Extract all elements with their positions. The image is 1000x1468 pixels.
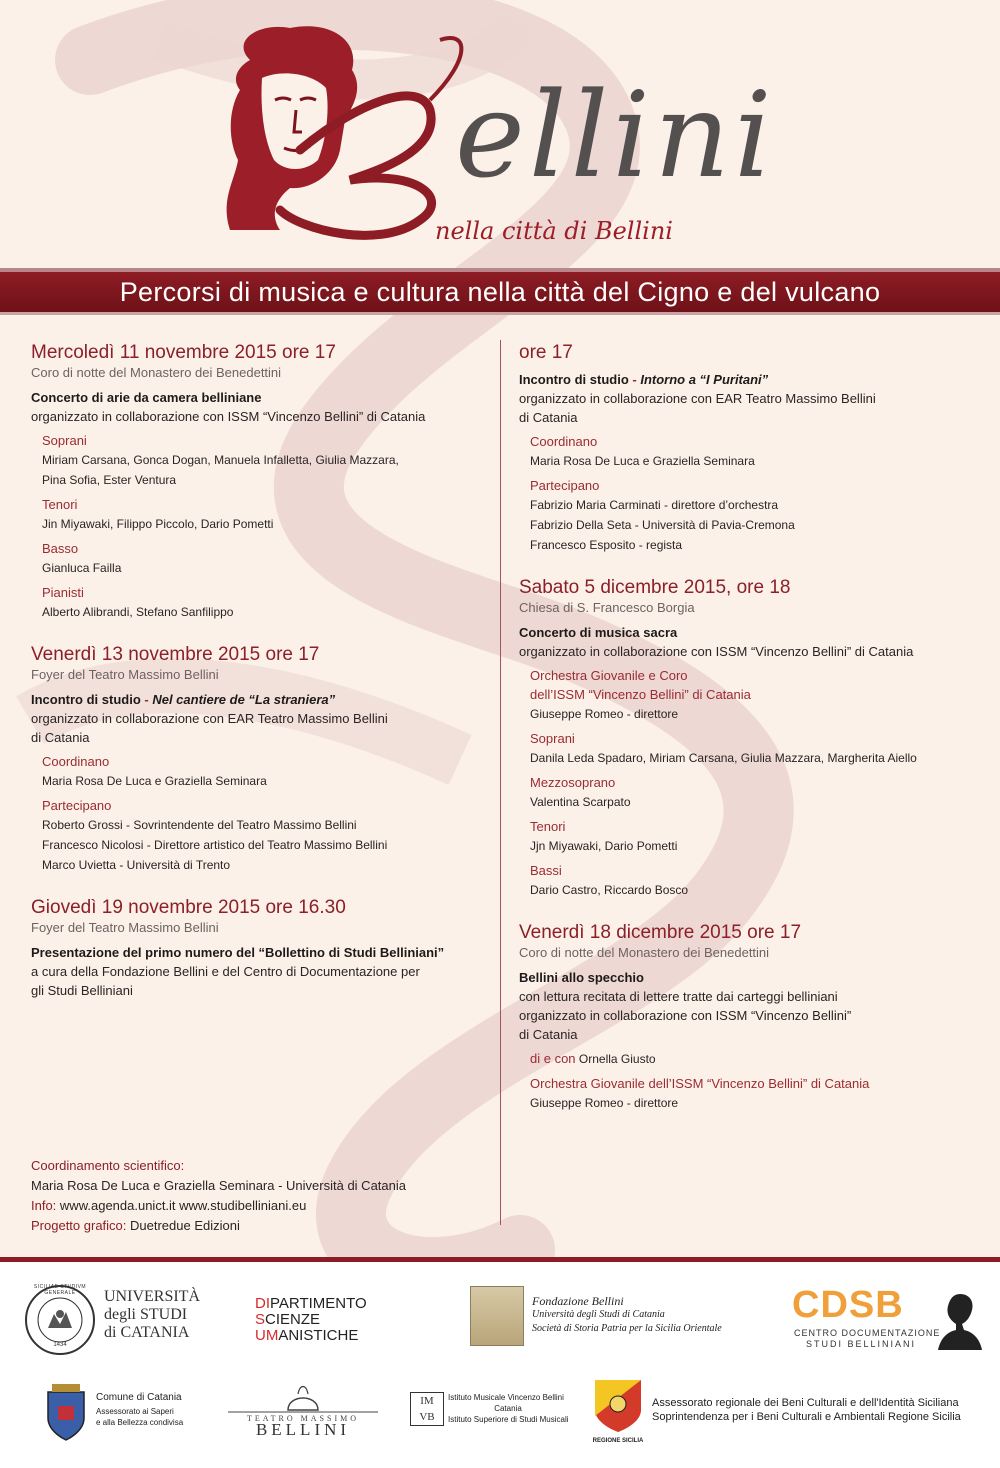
fondazione-line-3: Società di Storia Patria per la Sicilia Orientale: [532, 1323, 722, 1334]
event-venue: Coro di notte del Monastero dei Benedettini: [31, 365, 282, 380]
event-organizer: gli Studi Belliniani: [31, 983, 133, 998]
role-line: [530, 1049, 989, 1069]
role-label: Bassi: [530, 863, 562, 878]
disum-line-3-text: UMANISTICHE: [255, 1327, 359, 1344]
event-title-topic: Intorno a “I Puritani”: [640, 372, 769, 387]
role-names: Fabrizio Della Seta - Università di Pavia-Cremona: [530, 518, 795, 532]
event-title-topic: Nel cantiere de “La straniera”: [152, 692, 336, 707]
event-title: Bellini allo specchio: [519, 970, 644, 985]
event-organizer: organizzato in collaborazione con ISSM “Vincenzo Bellini”: [519, 1008, 852, 1023]
role-names: Francesco Esposito - regista: [530, 538, 683, 552]
info-label: Info:: [31, 1198, 57, 1213]
event-date: Giovedì 19 novembre 2015 ore 16.30: [31, 897, 346, 918]
disum-line-2: [255, 1312, 395, 1328]
role-names: Maria Rosa De Luca e Graziella Seminara: [530, 454, 755, 468]
event-organizer: organizzato in collaborazione con ISSM “Vincenzo Bellini” di Catania: [31, 409, 426, 424]
role-names: Jjn Miyawaki, Dario Pometti: [530, 839, 678, 853]
event-title: Concerto di musica sacra: [519, 625, 678, 640]
event-organizer: organizzato in collaborazione con EAR Teatro Massimo Bellini: [31, 711, 388, 726]
event-13-nov: [31, 644, 491, 875]
role-label: Basso: [42, 541, 79, 556]
event-19-nov: [31, 897, 491, 1000]
role-group: [530, 773, 989, 812]
regione-label: REGIONE SICILIA: [592, 1438, 644, 1444]
comune-line-2: Assessorato ai Saperi: [96, 1407, 174, 1416]
role-names: Danila Leda Spadaro, Miriam Carsana, Giulia Mazzara, Margherita Aiello: [530, 751, 917, 765]
role-names: Valentina Scarpato: [530, 795, 631, 809]
fondazione-line-2: Università degli Studi di Catania: [532, 1309, 665, 1320]
unict-logo: [24, 1284, 204, 1356]
role-label: Soprani: [530, 731, 575, 746]
event-title: [31, 690, 491, 709]
credits: [31, 1156, 491, 1236]
role-names: Gianluca Failla: [42, 561, 122, 575]
disum-line-1: [255, 1296, 395, 1312]
role-names: Alberto Alibrandi, Stefano Sanfilippo: [42, 605, 234, 619]
role-group: [530, 432, 989, 471]
cdsb-line-2: STUDI BELLINIANI: [806, 1339, 917, 1349]
disum-line-1-text: DIPARTIMENTO: [255, 1295, 367, 1312]
unict-name-3: di CATANIA: [104, 1324, 190, 1341]
teatro-line-1: TEATRO MASSIMO: [246, 1414, 359, 1423]
subtitle-banner: Percorsi di musica e cultura nella città del Cigno e del vulcano: [0, 272, 1000, 312]
fondazione-painting-icon: [470, 1286, 524, 1346]
role-names: Ornella Giusto: [578, 1052, 656, 1066]
teatro-facade-icon: [228, 1380, 378, 1416]
event-5-dic: [519, 577, 989, 900]
role-group: [530, 729, 989, 768]
comune-catania-logo: [44, 1382, 194, 1444]
assessorato-text: [652, 1396, 982, 1426]
role-names: Maria Rosa De Luca e Graziella Seminara: [42, 774, 267, 788]
disum-line-3: [255, 1328, 395, 1344]
fondazione-line-1: Fondazione Bellini: [532, 1294, 624, 1308]
event-organizer: organizzato in collaborazione con ISSM “Vincenzo Bellini” di Catania: [519, 644, 914, 659]
event-organizer: di Catania: [519, 1027, 578, 1042]
role-group: [530, 1074, 989, 1113]
sponsor-footer: [0, 1262, 1000, 1468]
role-names: Jin Miyawaki, Filippo Piccolo, Dario Pometti: [42, 517, 274, 531]
event-title: [519, 370, 989, 389]
ivb-line-2: Catania: [494, 1404, 522, 1413]
event-organizer: organizzato in collaborazione con EAR Teatro Massimo Bellini: [519, 391, 876, 406]
role-names: Francesco Nicolosi - Direttore artistico del Teatro Massimo Bellini: [42, 838, 388, 852]
left-column: [31, 342, 491, 1022]
unict-name-1: UNIVERSITÀ: [104, 1288, 200, 1305]
role-label: Partecipano: [530, 478, 600, 493]
coordination-value: Maria Rosa De Luca e Graziella Seminara - Università di Catania: [31, 1178, 406, 1193]
role-names: Giuseppe Romeo - direttore: [530, 707, 679, 721]
teatro-line-2: BELLINI: [255, 1420, 351, 1439]
info-links[interactable]: www.agenda.unict.it www.studibelliniani.eu: [59, 1198, 307, 1213]
event-title: Concerto di arie da camera belliniane: [31, 390, 262, 405]
role-label: di e con: [530, 1051, 576, 1066]
event-organizer: a cura della Fondazione Bellini e del Centro di Documentazione per: [31, 964, 420, 979]
role-group: [530, 476, 989, 555]
role-names: Dario Castro, Riccardo Bosco: [530, 883, 689, 897]
unict-name-2: degli STUDI: [104, 1306, 188, 1323]
disum-line-2-text: SCIENZE: [255, 1311, 321, 1328]
role-group: [42, 539, 491, 578]
column-divider: [500, 340, 501, 1225]
teatro-massimo-logo: [228, 1380, 378, 1442]
trinacria-crest-icon: [591, 1376, 645, 1434]
role-label: Soprani: [42, 433, 87, 448]
regione-sicilia-logo: [588, 1376, 648, 1452]
disum-logo: [255, 1296, 395, 1350]
comune-line-3: e alla Bellezza condivisa: [96, 1418, 184, 1427]
event-11-nov: [31, 342, 491, 622]
assessorato-line-2: Soprintendenza per i Beni Culturali e Ambientali Regione Sicilia: [652, 1411, 961, 1423]
role-names: Roberto Grossi - Sovrintendente del Teatro Massimo Bellini: [42, 818, 357, 832]
banner-edge-bottom: [0, 312, 1000, 315]
role-group: [530, 817, 989, 856]
cdsb-acronym: CDSB: [792, 1284, 904, 1326]
event-title-main: Incontro di studio: [31, 692, 141, 707]
unict-seal-year: 1434: [53, 1342, 67, 1348]
istituto-bellini-logo: [410, 1392, 570, 1432]
event-organizer: di Catania: [31, 730, 90, 745]
event-date: Mercoledì 11 novembre 2015 ore 17: [31, 342, 336, 363]
fondazione-bellini-logo: [470, 1286, 740, 1350]
role-group: [42, 431, 491, 490]
event-description: con lettura recitata di lettere tratte dai carteggi belliniani: [519, 989, 838, 1004]
event-19-nov-ore17: [519, 342, 989, 555]
event-title: Presentazione del primo numero del “Bollettino di Studi Belliniani”: [31, 945, 445, 960]
role-label: Tenori: [530, 819, 566, 834]
ivb-monogram-icon: IM VB: [410, 1392, 444, 1426]
logo-word: ellini: [455, 66, 776, 204]
role-names: Giuseppe Romeo - direttore: [530, 1096, 679, 1110]
event-date: Venerdì 13 novembre 2015 ore 17: [31, 644, 320, 665]
event-date: Venerdì 18 dicembre 2015 ore 17: [519, 922, 802, 943]
bellini-silhouette-icon: [938, 1290, 982, 1350]
role-label: Mezzosoprano: [530, 775, 616, 790]
event-18-dic: [519, 922, 989, 1113]
role-names: Miriam Carsana, Gonca Dogan, Manuela Infalletta, Giulia Mazzara,: [42, 453, 399, 467]
cdsb-line-1: CENTRO DOCUMENTAZIONE: [794, 1328, 941, 1338]
ivb-line-1: Istituto Musicale Vincenzo Bellini: [448, 1393, 564, 1402]
role-group: [42, 583, 491, 622]
comune-crest-icon: [44, 1382, 88, 1442]
role-names: Pina Sofia, Ester Ventura: [42, 473, 177, 487]
info-line: [31, 1196, 491, 1216]
role-group: [42, 796, 491, 875]
role-group: [530, 861, 989, 900]
role-label: Tenori: [42, 497, 78, 512]
role-label: Coordinano: [530, 434, 598, 449]
title-separator: -: [628, 372, 641, 387]
event-date: Sabato 5 dicembre 2015, ore 18: [519, 577, 791, 598]
event-date: ore 17: [519, 342, 573, 363]
right-column: [519, 342, 989, 1135]
role-group: [42, 495, 491, 534]
role-label: Orchestra Giovanile e Coro: [530, 668, 688, 683]
design-label: Progetto grafico:: [31, 1218, 127, 1233]
comune-line-1: Comune di Catania: [96, 1392, 182, 1403]
assessorato-line-1: Assessorato regionale dei Beni Culturali e dell'Identità Siciliana: [652, 1397, 959, 1409]
event-venue: Coro di notte del Monastero dei Benedettini: [519, 945, 770, 960]
role-label: Coordinano: [42, 754, 110, 769]
design-line: [31, 1216, 491, 1236]
role-label: Partecipano: [42, 798, 112, 813]
role-label: Orchestra Giovanile dell’ISSM “Vincenzo Bellini” di Catania: [530, 1076, 870, 1091]
event-organizer: di Catania: [519, 410, 578, 425]
role-label: dell’ISSM “Vincenzo Bellini” di Catania: [530, 687, 751, 702]
design-value: Duetredue Edizioni: [130, 1218, 240, 1233]
cdsb-logo: [792, 1284, 982, 1354]
event-venue: Chiesa di S. Francesco Borgia: [519, 600, 695, 615]
event-venue: Foyer del Teatro Massimo Bellini: [31, 667, 219, 682]
logo-subtitle: nella città di Bellini: [435, 217, 673, 245]
event-venue: Foyer del Teatro Massimo Bellini: [31, 920, 219, 935]
role-names: Marco Uvietta - Università di Trento: [42, 858, 231, 872]
role-label: Pianisti: [42, 585, 84, 600]
role-group: [530, 1049, 989, 1069]
unict-seal-text: SICILIAE STVDIVM GENERALE: [33, 1284, 87, 1296]
ivb-line-3: Istituto Superiore di Studi Musicali: [448, 1415, 569, 1424]
role-group: [530, 666, 989, 724]
title-separator: -: [140, 692, 153, 707]
role-names: Fabrizio Maria Carminati - direttore d’orchestra: [530, 498, 779, 512]
coordination-label: Coordinamento scientifico:: [31, 1158, 185, 1173]
role-group: [42, 752, 491, 791]
event-title-main: Incontro di studio: [519, 372, 629, 387]
header-logo: [0, 0, 1000, 272]
